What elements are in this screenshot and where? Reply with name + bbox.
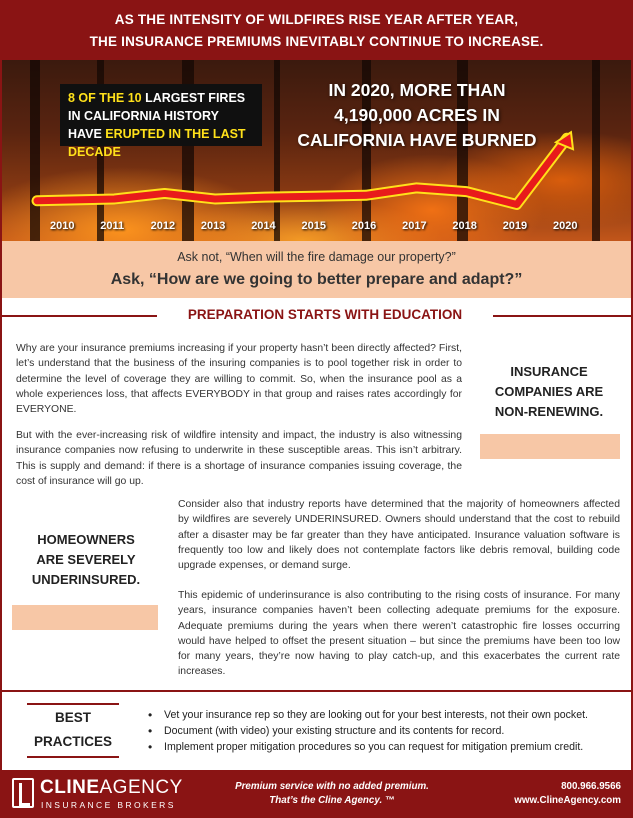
headline-line-1: IN 2020, MORE THAN — [328, 80, 506, 100]
list-item: • Implement proper mitigation procedures so you can request for mitigation premium credit. — [148, 739, 628, 755]
year-label: 2020 — [553, 220, 578, 232]
logo-name-bold: CLINE — [40, 777, 100, 798]
callout-underinsured — [12, 530, 160, 590]
callout-line: UNDERINSURED. — [31, 572, 141, 587]
callout-line: HOMEOWNERS — [37, 532, 135, 547]
best-practices-title — [28, 706, 118, 754]
best-practices-title-rule-top — [27, 703, 119, 705]
headline-line-2: 4,190,000 ACRES IN — [334, 105, 500, 125]
year-label: 2010 — [50, 220, 75, 232]
tagline-line-2: That’s the Cline Agency. ™ — [269, 795, 395, 806]
callout-line: COMPANIES ARE — [494, 384, 604, 399]
footer — [2, 770, 631, 816]
callout-accent-bar — [12, 605, 158, 630]
logo-mark-icon — [12, 778, 34, 808]
callout-non-renewing — [478, 362, 620, 422]
banner-line-1: AS THE INTENSITY OF WILDFIRES RISE YEAR AFTER YEAR, — [114, 12, 519, 27]
year-label: 2015 — [301, 220, 326, 232]
question-line-2: Ask, “How are we going to better prepare and adapt?” — [110, 271, 523, 288]
banner-line-2: THE INSURANCE PREMIUMS INEVITABLY CONTINUE TO INCREASE. — [89, 34, 544, 49]
callout-line: INSURANCE — [510, 364, 588, 379]
top-banner — [2, 2, 631, 60]
year-label: 2019 — [502, 220, 528, 232]
paragraph-why-increasing: Why are your insurance premiums increasing if your property hasn’t been directly affected? First, let’s understand that the business of the insuring companies is to pool together risk in order to determine the level of coverage they are willing to commit. So, when the insurance pool as a whole experiences loss, that affects EVERYBODY in that group and raises rates accordingly for EVERYONE. — [16, 343, 462, 416]
year-label: 2017 — [402, 220, 427, 232]
year-label: 2016 — [351, 220, 377, 232]
section-rule-right — [493, 315, 631, 317]
logo-name-thin: AGENCY — [99, 777, 183, 798]
list-item: • Vet your insurance rep so they are looking out for your best interests, not their own pocket. — [148, 707, 628, 723]
footer-contact — [514, 780, 621, 808]
phone-number[interactable]: 800.966.9566 — [561, 781, 621, 792]
callout-accent-bar — [480, 434, 620, 459]
year-label: 2018 — [452, 220, 477, 232]
best-practices-title-rule-bottom — [27, 756, 119, 758]
best-practices-title-line-2: PRACTICES — [33, 734, 112, 749]
best-practices-title-line-1: BEST — [54, 710, 91, 725]
cline-agency-logo — [12, 774, 192, 812]
year-label: 2012 — [150, 220, 176, 232]
largest-fires-count: 8 OF THE 10 — [68, 91, 142, 105]
headline-line-3: CALIFORNIA HAVE BURNED — [297, 130, 537, 150]
wildfire-hero — [2, 60, 631, 241]
callout-line: NON-RENEWING. — [494, 404, 604, 419]
best-practices-rule — [2, 690, 631, 692]
callout-line: ARE SEVERELY — [36, 552, 136, 567]
logo-name — [40, 777, 183, 799]
section-title: PREPARATION STARTS WITH EDUCATION — [187, 307, 463, 322]
question-band — [2, 241, 631, 298]
paragraph-underinsured: Consider also that industry reports have determined that the majority of homeowners affected by wildfires are severely UNDERINSURED. Owners should understand that the cost to rebuild after a disaster may be far greater than they have anticipated. Insurance valuation software is frequently too low and likely does not contemplate factors like debris removal, building code upgrade expenses, or demand surge. — [178, 499, 620, 572]
year-label: 2013 — [200, 220, 226, 232]
website-link[interactable]: www.ClineAgency.com — [514, 795, 621, 806]
logo-subtitle: INSURANCE BROKERS — [41, 800, 176, 810]
largest-fires-text: LARGEST FIRES IN CALIFORNIA HISTORY HAVE — [68, 91, 246, 141]
question-line-1: Ask not, “When will the fire damage our property?” — [177, 250, 456, 264]
footer-tagline — [227, 780, 437, 808]
tagline-line-1: Premium service with no added premium. — [235, 781, 429, 792]
year-label: 2011 — [100, 220, 125, 232]
paragraph-underinsurance-epidemic: This epidemic of underinsurance is also contributing to the rising costs of insurance. For many years, insurance companies haven’t been collecting adequate premiums for the exposure. Adequate premiums during the years when there weren’t catastrophic fire losses occurring would have helped to offset the present situation – but since the premiums have been too low for many years, they’re now having to play catch-up, and this exacerbates the current rate increases. — [178, 590, 620, 678]
largest-fires-erupted: ERUPTED IN THE LAST DECADE — [68, 127, 246, 159]
acres-burned-headline — [292, 78, 542, 153]
best-practices-list — [148, 707, 628, 755]
largest-fires-box — [60, 84, 262, 159]
section-rule-left — [2, 315, 157, 317]
paragraph-refusing-underwrite: But with the ever-increasing risk of wildfire intensity and impact, the industry is also witnessing insurance companies now refusing to underwrite in these susceptible areas. This isn’t arbitrary. This is supply and demand: if there is a shortage of insurance companies issuing coverage, the cost of insurance will go up. — [16, 430, 462, 487]
year-axis — [2, 218, 631, 238]
year-label: 2014 — [251, 220, 276, 232]
list-item: • Document (with video) your existing structure and its contents for record. — [148, 723, 628, 739]
